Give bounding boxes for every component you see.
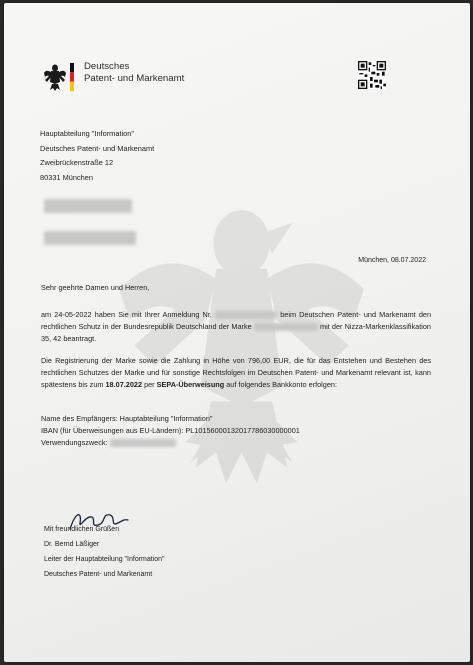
org-line-1: Deutsches [84,61,130,72]
para1-part2: beim Deutschen Patent- und Markenamt den rechtlichen Schutz in der Bundesrepublik Deutschland der Marke [41,310,432,331]
address-line-1: Hauptabteilung "Information" [40,129,134,138]
payment-deadline: 18.07.2022 [105,379,143,389]
bank-details [41,413,431,448]
closing-block [44,522,165,582]
redacted-trademark-name [254,323,318,331]
para2-part2: per [144,379,155,389]
para1-part3: mit der Nizza-Markenklassifikation 35, 42 beantragt. [41,321,431,343]
bank-purpose-line [41,437,431,449]
federal-eagle-watermark [114,183,369,523]
address-line-3: Zweibrückenstraße 12 [40,158,114,167]
flag-stripe [70,63,74,91]
address-line-4: 80331 München [40,172,94,182]
redacted-recipient-line-1 [44,199,132,213]
closing-greeting: Mit freundlichen Grüßen [44,526,120,533]
para2-part3: auf folgendes Bankkonto erfolgen: [226,379,338,389]
signer-title: Leiter der Hauptabteilung "Information" [44,556,165,563]
org-line-2: Patent- und Markenamt [84,73,185,84]
para1-part1: am 24-05-2022 haben Sie mit Ihrer Anmeldung Nr. [41,310,212,319]
salutation [41,282,431,294]
paragraph-application [41,309,431,344]
redacted-recipient-line-2 [44,231,136,245]
eagle-logo-icon [44,63,66,91]
signer-organization: Deutsches Patent- und Markenamt [44,571,153,578]
salutation-text: Sehr geehrte Damen und Herren, [41,283,150,292]
letter-date: München, 08.07.2022 [358,257,426,264]
address-line-2: Deutsches Patent- und Markenamt [40,143,155,153]
redacted-reference [110,439,176,447]
para2-part1: Die Registrierung der Marke sowie die Zahlung in Höhe von 796,00 EUR, die für das Entstehen und Bestehen des rechtlichen Schutzes der Marke und für sonstige Rechtsfolgen im Deutschen Patent- und Markenamt relevant ist, kann spätestens bis zum [41,356,431,389]
signer-name: Dr. Bernd Läßiger [44,541,100,548]
bank-iban: IBAN (für Überweisungen aus EU-Ländern): PL10156000132017786030000001 [41,425,300,435]
bank-purpose-label: Verwendungszweck: [41,437,108,447]
organization-name [84,61,184,85]
bank-recipient: Name des Empfängers: Hauptabteilung "Information" [41,414,213,423]
sender-address [40,127,154,185]
redacted-application-number [215,311,277,319]
paragraph-payment [41,355,431,390]
qr-code [358,61,386,89]
payment-method: SEPA-Überweisung [156,379,225,389]
letter-page [4,3,470,662]
